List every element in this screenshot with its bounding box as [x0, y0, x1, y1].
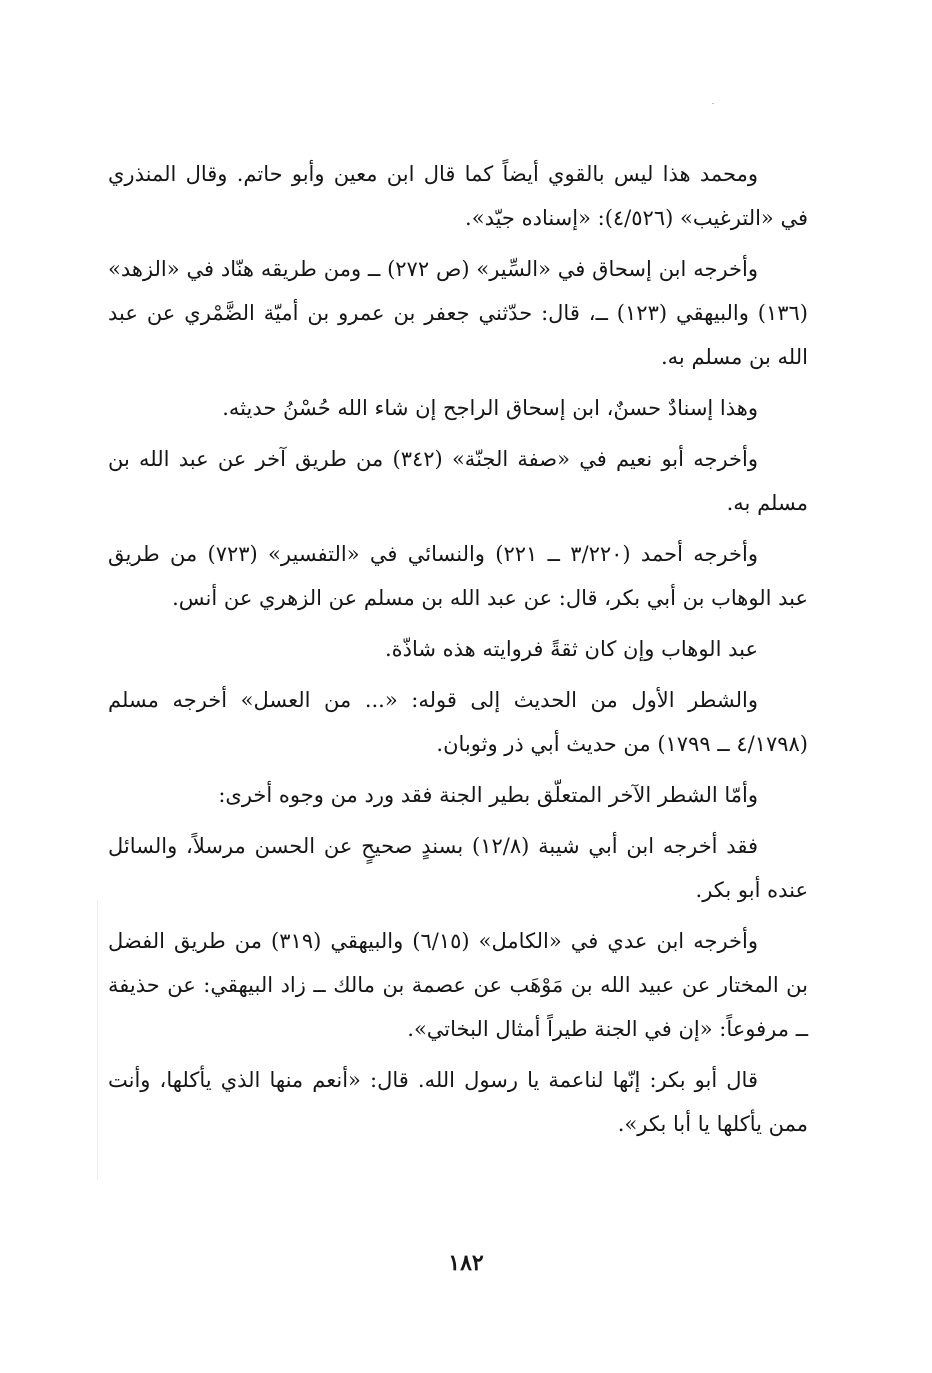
- paragraph-5: وأخرجه أحمد (٣/٢٢٠ ــ ٢٢١) والنسائي في «التفسير» (٧٢٣) من طريق عبد الوهاب بن أبي بكر، قال: عن عبد الله بن مسلم عن الزهري عن أنس.: [108, 542, 808, 610]
- paragraph-6: عبد الوهاب وإن كان ثقةً فروايته هذه شاذّة.: [384, 637, 758, 661]
- scan-margin-shadow: [97, 900, 98, 1180]
- paragraph-8: وأمّا الشطر الآخر المتعلّق بطير الجنة فقد ورد من وجوه أخرى:: [218, 783, 758, 807]
- paragraph-10: وأخرجه ابن عدي في «الكامل» (٦/١٥) والبيهقي (٣١٩) من طريق الفضل بن المختار عن عبيد الله بن مَوْهَب عن عصمة بن مالك ــ زاد البيهقي: عن حذيفة ــ مرفوعاً: «إن في الجنة طيراً أمثال البخاتي».: [108, 929, 808, 1041]
- page-number: ١٨٢: [448, 1250, 484, 1276]
- paragraph-11: قال أبو بكر: إنّها لناعمة يا رسول الله. قال: «أنعم منها الذي يأكلها، وأنت ممن يأكلها يا أبا بكر».: [108, 1068, 808, 1136]
- scan-speck: [712, 103, 714, 104]
- paragraph-9: فقد أخرجه ابن أبي شيبة (١٢/٨) بسندٍ صحيحٍ عن الحسن مرسلاً، والسائل عنده أبو بكر.: [108, 834, 808, 902]
- paragraph-4: وأخرجه أبو نعيم في «صفة الجنّة» (٣٤٢) من طريق آخر عن عبد الله بن مسلم به.: [108, 447, 808, 515]
- body-text: [108, 152, 808, 1153]
- paragraph-7: والشطر الأول من الحديث إلى قوله: «... من العسل» أخرجه مسلم (٤/١٧٩٨ ــ ١٧٩٩) من حديث أبي ذر وثوبان.: [108, 688, 808, 756]
- paragraph-2: وأخرجه ابن إسحاق في «السِّير» (ص ٢٧٢) ــ ومن طريقه هنّاد في «الزهد» (١٣٦) والبيهقي (١٢٣) ــ، قال: حدّثني جعفر بن عمرو بن أميّة الضَّمْري عن عبد الله بن مسلم به.: [108, 257, 808, 369]
- paragraph-1: ومحمد هذا ليس بالقوي أيضاً كما قال ابن معين وأبو حاتم. وقال المنذري في «الترغيب» (٤/٥٢٦): «إسناده جيّد».: [108, 162, 808, 230]
- paragraph-3: وهذا إسنادٌ حسنٌ، ابن إسحاق الراجح إن شاء الله حُسْنُ حديثه.: [222, 396, 758, 420]
